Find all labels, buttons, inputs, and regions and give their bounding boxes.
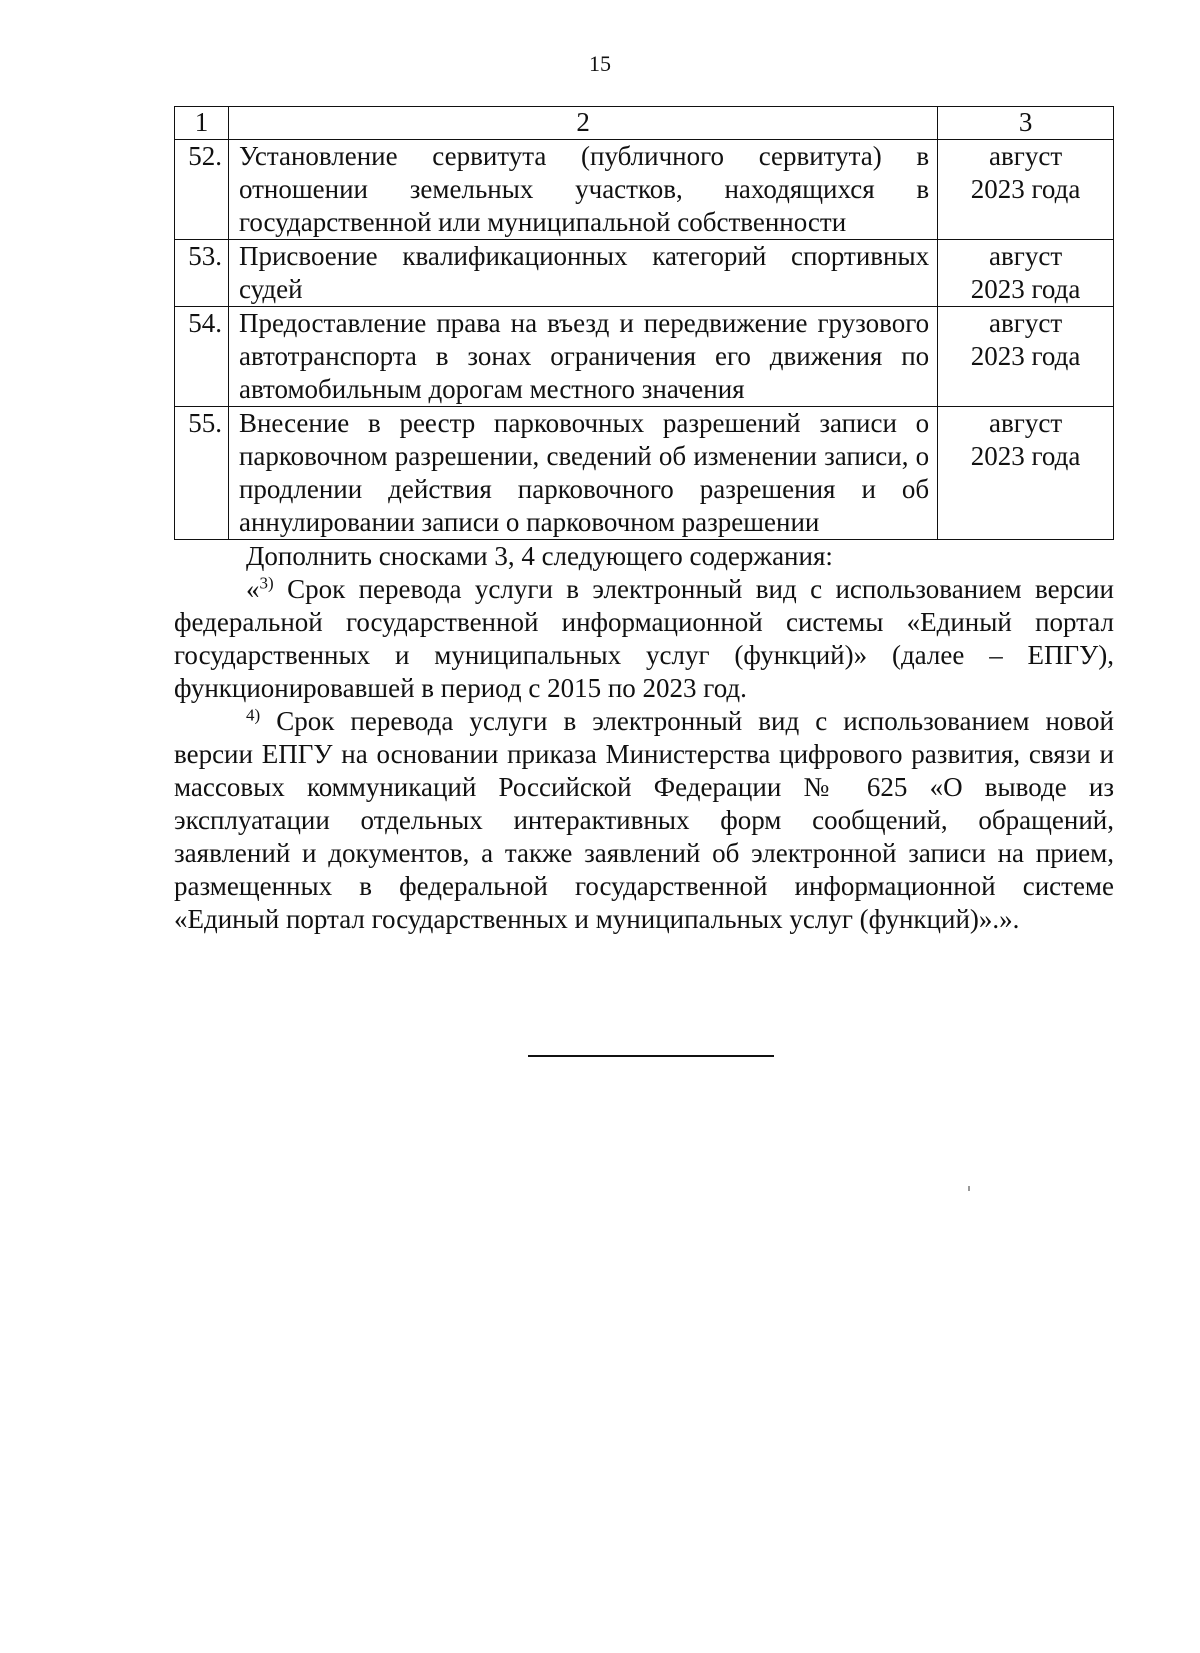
transfer-term <box>938 407 1114 540</box>
transfer-term <box>938 240 1114 307</box>
table-row <box>175 140 1114 240</box>
footnote-text: Срок перевода услуги в электронный вид с использованием версии федеральной государственной информационной системы «Единый портал государственных и муниципальных услуг (функций)» (далее – ЕПГУ), функционировавшей в период с 2015 по 2023 год. <box>174 574 1114 703</box>
table-row <box>175 407 1114 540</box>
transfer-term <box>938 140 1114 240</box>
term-month: август <box>989 241 1063 271</box>
term-year: 2023 года <box>970 274 1081 304</box>
term-year: 2023 года <box>970 174 1081 204</box>
term-month: август <box>989 141 1063 171</box>
scan-speck <box>968 1186 970 1191</box>
header-cell-2: 2 <box>228 107 937 140</box>
service-name: Установление сервитута (публичного сервитута) в отношении земельных участков, находящихся в государственной или муниципальной собственности <box>228 140 937 240</box>
service-name: Предоставление права на въезд и передвижение грузового автотранспорта в зонах ограничения его движения по автомобильным дорогам местного значения <box>228 307 937 407</box>
amendment-intro: Дополнить сносками 3, 4 следующего содержания: <box>246 541 833 571</box>
row-number: 54. <box>175 307 229 407</box>
footnote-text: Срок перевода услуги в электронный вид с использованием новой версии ЕПГУ на основании приказа Министерства цифрового развития, связи и массовых коммуникаций Российской Федерации № 625 «О выводе из эксплуатации отдельных интерактивных форм сообщений, обращений, заявлений и документов, а также заявлений об электронной записи на прием, размещенных в федеральной государственной информационной системе «Единый портал государственных и муниципальных услуг (функций)».». <box>174 706 1114 934</box>
footnote-marker: 4) <box>246 705 261 725</box>
open-quote: « <box>246 574 260 604</box>
table-row <box>175 307 1114 407</box>
row-number: 55. <box>175 407 229 540</box>
footnote-4 <box>174 705 1114 936</box>
service-name: Внесение в реестр парковочных разрешений записи о парковочном разрешении, сведений об изменении записи, о продлении действия парковочного разрешения и об аннулировании записи о парковочном разрешении <box>228 407 937 540</box>
header-cell-3: 3 <box>938 107 1114 140</box>
page-number: 15 <box>589 51 611 76</box>
row-number: 53. <box>175 240 229 307</box>
end-divider <box>528 1055 774 1057</box>
table-row <box>175 240 1114 307</box>
term-year: 2023 года <box>970 341 1081 371</box>
term-year: 2023 года <box>970 441 1081 471</box>
term-month: август <box>989 308 1063 338</box>
services-table <box>174 106 1114 540</box>
footnote-marker: 3) <box>259 573 274 593</box>
header-cell-1: 1 <box>175 107 229 140</box>
term-month: август <box>989 408 1063 438</box>
table-header-row <box>175 107 1114 140</box>
footnote-3 <box>174 573 1114 705</box>
transfer-term <box>938 307 1114 407</box>
service-name: Присвоение квалификационных категорий спортивных судей <box>228 240 937 307</box>
row-number: 52. <box>175 140 229 240</box>
